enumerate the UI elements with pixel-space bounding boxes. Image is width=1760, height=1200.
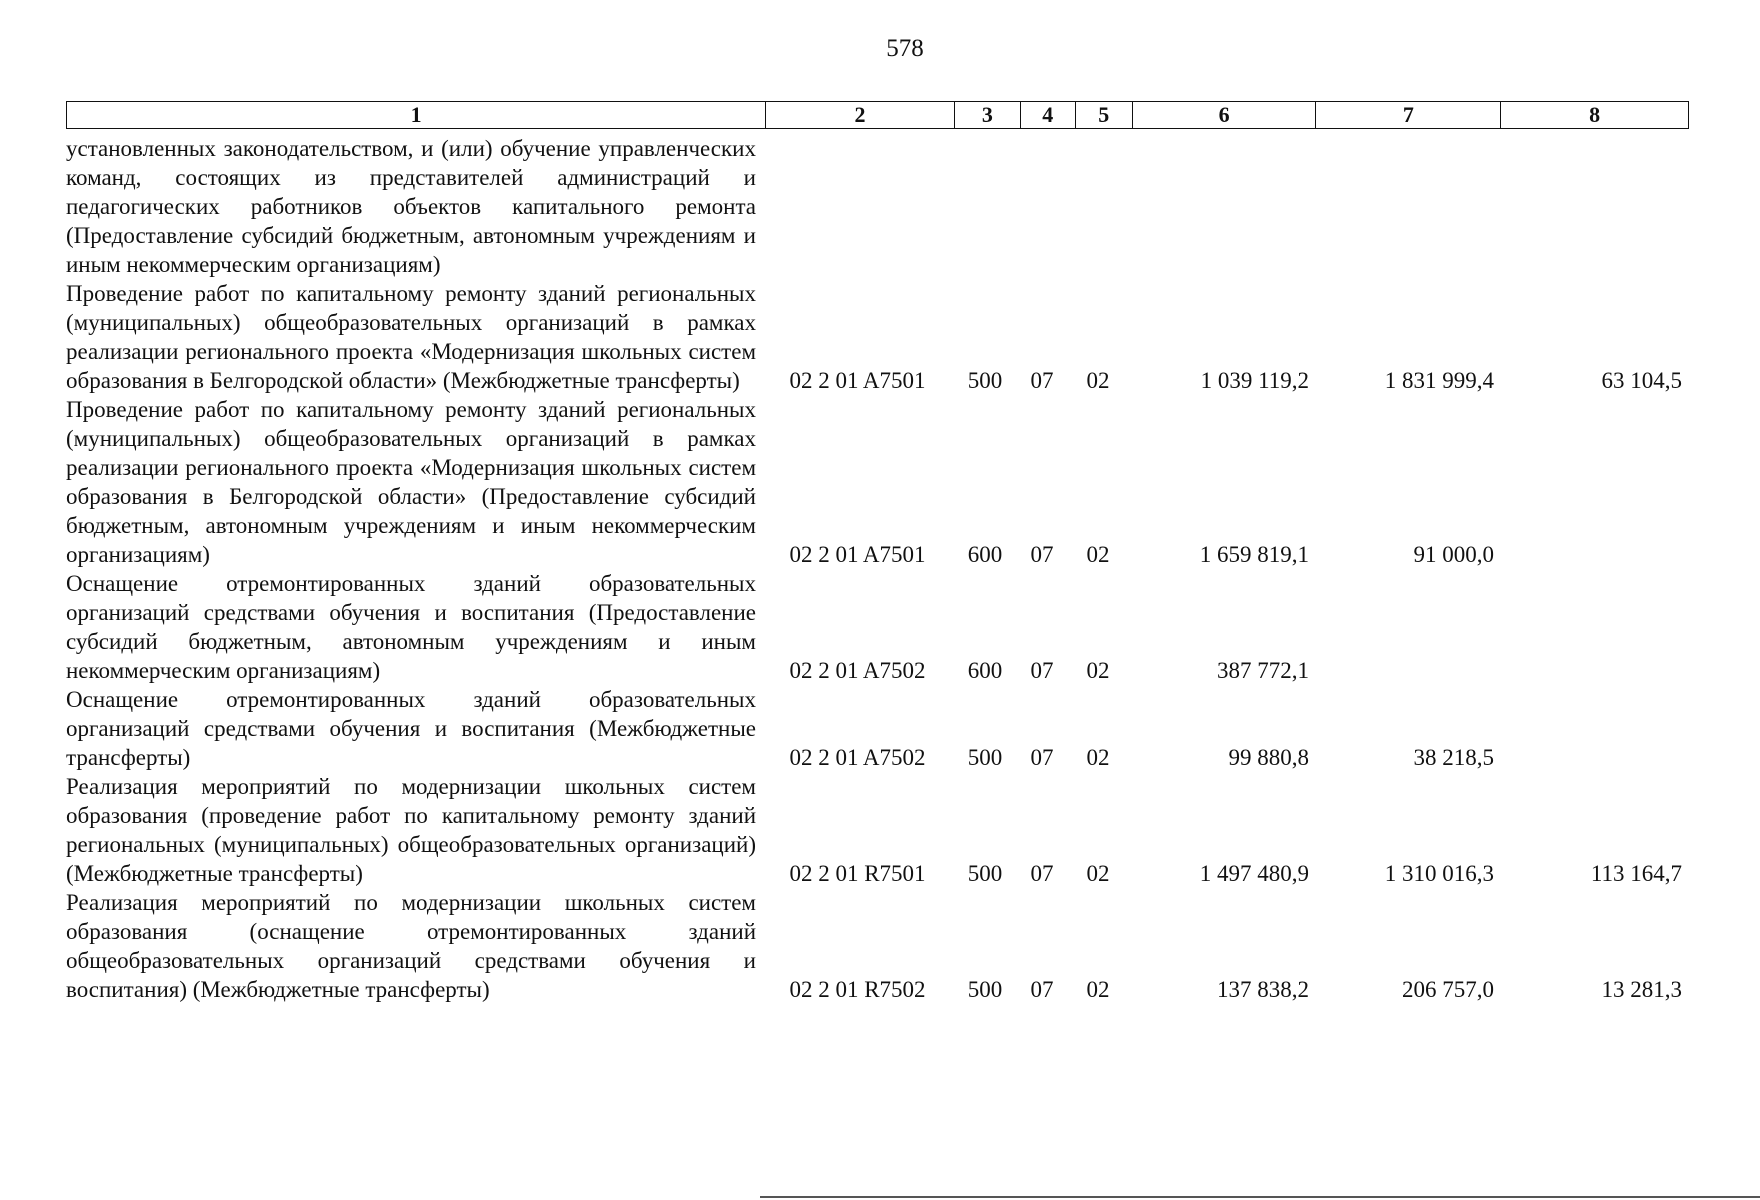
- row-description: Проведение работ по капитальному ремонту зданий региональных (муниципальных) общеобразовательных организаций в рамках реализации регионального проекта «Модернизация школьных систем образования в Белгородской области» (Межбюджетные трансферты): [66, 281, 756, 393]
- bottom-rule: [760, 1196, 1760, 1198]
- row-vr: 600: [967, 542, 1003, 567]
- row-rz: 07: [1030, 977, 1054, 1002]
- row-rz: 07: [1030, 658, 1054, 683]
- row-year2: 38 218,5: [1413, 745, 1494, 770]
- table-row: [66, 395, 1696, 569]
- row-year1: 137 838,2: [1217, 977, 1309, 1002]
- row-pr: 02: [1086, 861, 1110, 886]
- table-row: [66, 279, 1696, 395]
- table-row: [66, 888, 1696, 1004]
- row-year1: 1 497 480,9: [1199, 861, 1309, 886]
- row-description: Реализация мероприятий по модернизации школьных систем образования (оснащение отремонтированных зданий общеобразовательных организаций средствами обучения и воспитания) (Межбюджетные трансферты): [66, 890, 756, 1002]
- row-description: установленных законодательством, и (или) обучение управленческих команд, состоящих из представителей администраций и педагогических работников объектов капитального ремонта (Предоставление субсидий бюджетным, автономным учреждениям и иным некоммерческим организациям): [66, 136, 756, 277]
- row-rz: 07: [1030, 368, 1054, 393]
- row-vr: 600: [967, 658, 1003, 683]
- row-code: 02 2 01 A7502: [789, 745, 926, 770]
- row-year1: 1 659 819,1: [1199, 542, 1309, 567]
- row-year1: 99 880,8: [1228, 745, 1309, 770]
- row-pr: 02: [1086, 368, 1110, 393]
- row-year1: 1 039 119,2: [1200, 368, 1309, 393]
- header-col-4: 4: [1021, 102, 1076, 128]
- row-year2: 206 757,0: [1402, 977, 1494, 1002]
- row-code: 02 2 01 A7501: [789, 368, 926, 393]
- header-col-7: 7: [1316, 102, 1501, 128]
- page-number: 578: [886, 35, 924, 62]
- row-year3: 13 281,3: [1601, 977, 1682, 1002]
- table-row: [66, 569, 1696, 685]
- row-pr: 02: [1086, 745, 1110, 770]
- row-code: 02 2 01 A7501: [789, 542, 926, 567]
- row-description: Оснащение отремонтированных зданий образовательных организаций средствами обучения и воспитания (Межбюджетные трансферты): [66, 687, 756, 770]
- table-row: [66, 772, 1696, 888]
- row-pr: 02: [1086, 542, 1110, 567]
- row-rz: 07: [1030, 861, 1054, 886]
- row-year1: 387 772,1: [1217, 658, 1309, 683]
- row-code: 02 2 01 R7501: [789, 861, 926, 886]
- row-year3: 113 164,7: [1590, 861, 1682, 886]
- header-col-3: 3: [955, 102, 1021, 128]
- row-vr: 500: [967, 977, 1003, 1002]
- row-year2: 1 831 999,4: [1384, 368, 1494, 393]
- row-year2: 91 000,0: [1413, 542, 1494, 567]
- row-vr: 500: [967, 368, 1003, 393]
- table-row: [66, 134, 1696, 279]
- row-year3: 63 104,5: [1601, 368, 1682, 393]
- table-header: [66, 101, 1689, 129]
- row-description: Проведение работ по капитальному ремонту зданий региональных (муниципальных) общеобразовательных организаций в рамках реализации регионального проекта «Модернизация школьных систем образования в Белгородской области» (Предоставление субсидий бюджетным, автономным учреждениям и иным некоммерческим организациям): [66, 397, 756, 567]
- header-col-5: 5: [1076, 102, 1133, 128]
- row-description: Оснащение отремонтированных зданий образовательных организаций средствами обучения и воспитания (Предоставление субсидий бюджетным, автономным учреждениям и иным некоммерческим организациям): [66, 571, 756, 683]
- header-col-8: 8: [1589, 102, 1601, 127]
- header-col-1: 1: [67, 102, 766, 128]
- row-year2: 1 310 016,3: [1384, 861, 1494, 886]
- row-vr: 500: [967, 745, 1003, 770]
- header-col-2: 2: [766, 102, 955, 128]
- row-code: 02 2 01 R7502: [789, 977, 926, 1002]
- row-rz: 07: [1030, 745, 1054, 770]
- row-vr: 500: [967, 861, 1003, 886]
- row-description: Реализация мероприятий по модернизации школьных систем образования (проведение работ по капитальному ремонту зданий региональных (муниципальных) общеобразовательных организаций) (Межбюджетные трансферты): [66, 774, 756, 886]
- row-rz: 07: [1030, 542, 1054, 567]
- row-code: 02 2 01 A7502: [789, 658, 926, 683]
- header-col-6: 6: [1133, 102, 1317, 128]
- table-row: [66, 685, 1696, 772]
- table-body: [66, 134, 1696, 1004]
- row-pr: 02: [1086, 977, 1110, 1002]
- row-pr: 02: [1086, 658, 1110, 683]
